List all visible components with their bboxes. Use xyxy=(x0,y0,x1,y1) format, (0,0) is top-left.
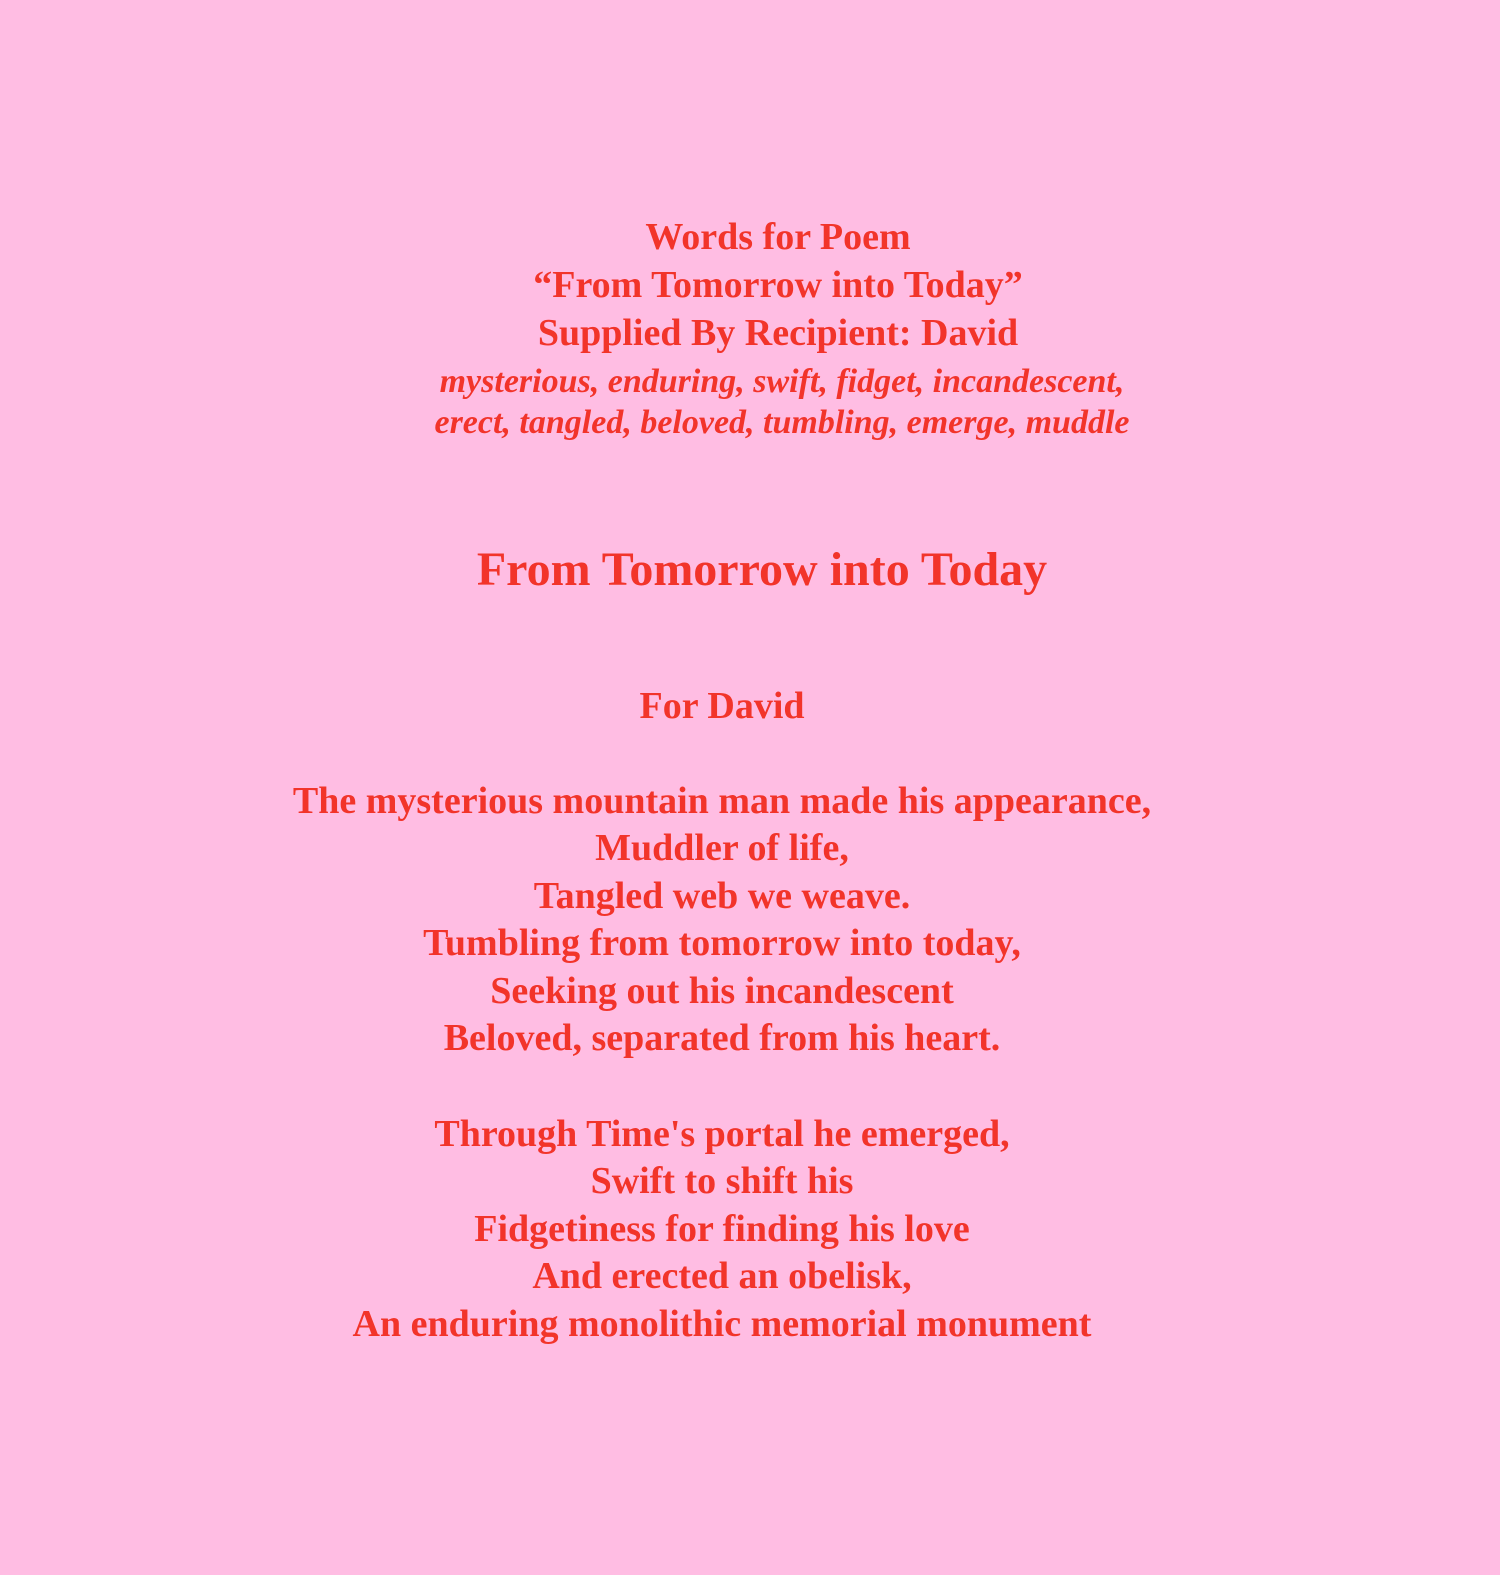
header-title: Words for Poem xyxy=(645,216,911,258)
stanza xyxy=(0,1111,1444,1348)
supplied-words-line: erect, tangled, beloved, tumbling, emerge, muddle xyxy=(434,404,1130,441)
poem-line: Seeking out his incandescent xyxy=(490,969,954,1012)
poem-line: Tangled web we weave. xyxy=(533,874,911,917)
poem-line: Fidgetiness for finding his love xyxy=(474,1207,970,1250)
header-supplied-by: Supplied By Recipient: David xyxy=(537,312,1019,354)
poem-line: An enduring monolithic memorial monument xyxy=(352,1302,1092,1345)
poem-line: Through Time's portal he emerged, xyxy=(434,1113,1010,1155)
poem-line: Beloved, separated from his heart. xyxy=(443,1017,1001,1060)
header-poem-name: “From Tomorrow into Today” xyxy=(533,264,1023,306)
poem-dedication: For David xyxy=(639,685,805,727)
poem-line: The mysterious mountain man made his appearance, xyxy=(292,780,1152,822)
poem-line: Swift to shift his xyxy=(590,1160,854,1203)
poem-title: From Tomorrow into Today xyxy=(476,543,1048,596)
poem-line: And erected an obelisk, xyxy=(532,1255,912,1298)
poem-line: Tumbling from tomorrow into today, xyxy=(423,922,1021,965)
poem-line: Muddler of life, xyxy=(595,827,849,870)
stanza xyxy=(0,778,1444,1062)
poem-words-header xyxy=(0,213,1500,441)
supplied-words xyxy=(0,361,1500,443)
supplied-words-line: mysterious, enduring, swift, fidget, incandescent, xyxy=(439,363,1125,400)
